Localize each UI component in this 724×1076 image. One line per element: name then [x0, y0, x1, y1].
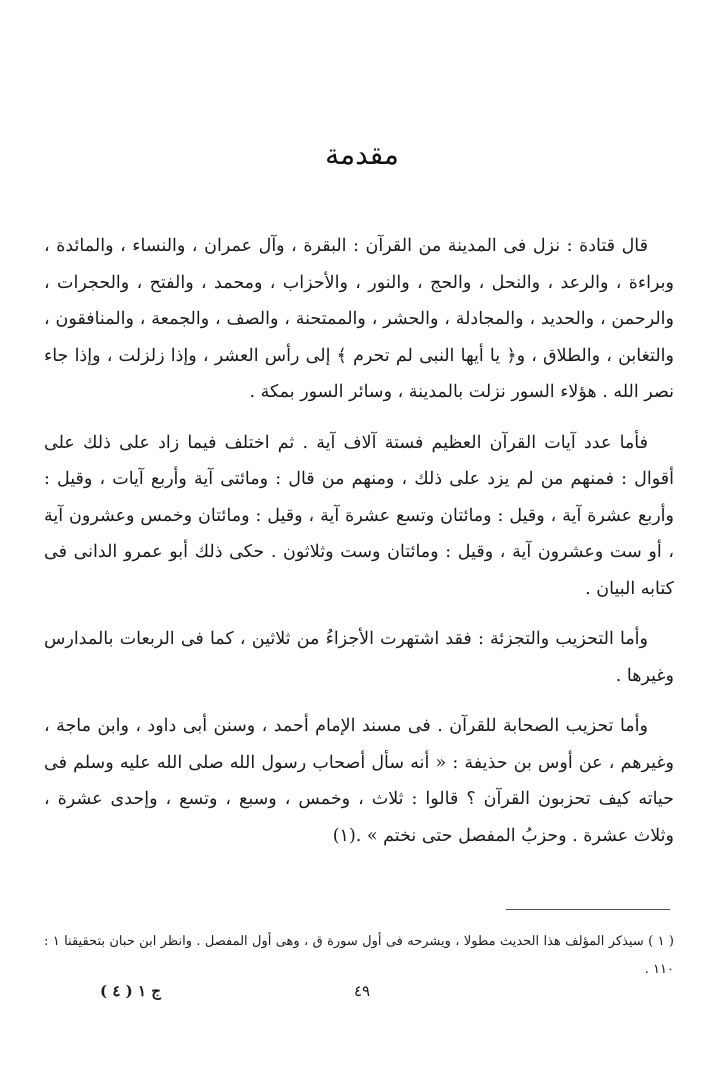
footnotes — [44, 928, 674, 984]
page-number: ٤٩ — [353, 982, 371, 1000]
footnote-text: سيذكر المؤلف هذا الحديث مطولا ، ويشرحه فى أول سورة ق ، وهى أول المفصل . وانظر ابن حبان بتحقيقنا ١ : ١١٠ . — [44, 934, 674, 977]
footnote-separator — [506, 909, 670, 910]
page-footer — [0, 982, 724, 1012]
paragraph-2: فأما عدد آيات القرآن العظيم فستة آلاف آية . ثم اختلف فيما زاد على ذلك على أقوال : فمنهم من لم يزد على ذلك ، ومنهم من قال : ومائتى آية وأربع آيات ، وقيل : وأربع عشرة آية ، وقيل : ومائتان وتسع عشرة آية ، وقيل : ومائتان وخمس وعشرون آية ، أو ست وعشرون آية ، وقيل : ومائتان وست وثلاثون . حكى ذلك أبو عمرو الدانى فى كتابه البيان . — [44, 432, 674, 599]
paragraph-3: وأما التحزيب والتجزئة : فقد اشتهرت الأجزاءُ من ثلاثين ، كما فى الربعات بالمدارس وغيرها . — [44, 629, 674, 686]
footnote-marker: ( ١ ) — [648, 934, 674, 949]
printer-signature: ( ٤ ) ج ١ — [100, 982, 161, 1000]
main-text — [44, 228, 674, 854]
paragraph-1: قال قتادة : نزل فى المدينة من القرآن : البقرة ، وآل عمران ، والنساء ، والمائدة ، وبراءة ، والرعد ، والنحل ، والحج ، والنور ، والأحزاب ، ومحمد ، والفتح ، والحجرات ، والرحمن ، والحديد ، والمجادلة ، والحشر ، والممتحنة ، والصف ، والجمعة ، والمنافقون ، والتغابن ، والطلاق ، و﴿ يا أيها النبى لم تحرم ﴾ إلى رأس العشر ، وإذا زلزلت ، وإذا جاء نصر الله . هؤلاء السور نزلت بالمدينة ، وسائر السور بمكة . — [44, 236, 674, 402]
footnote-1 — [44, 928, 674, 984]
paragraph-4: وأما تحزيب الصحابة للقرآن . فى مسند الإمام أحمد ، وسنن أبى داود ، وابن ماجة ، وغيرهم ، عن أوس بن حذيفة : « أنه سأل أصحاب رسول الله صلى الله عليه وسلم فى حياته كيف تحزبون القرآن ؟ قالوا : ثلاث ، وخمس ، وسبع ، وتسع ، وإحدى عشرة ، وثلاث عشرة . وحزبُ المفصل حتى نختم » .(١) — [44, 716, 674, 846]
page-title: مقدمة — [325, 138, 399, 171]
